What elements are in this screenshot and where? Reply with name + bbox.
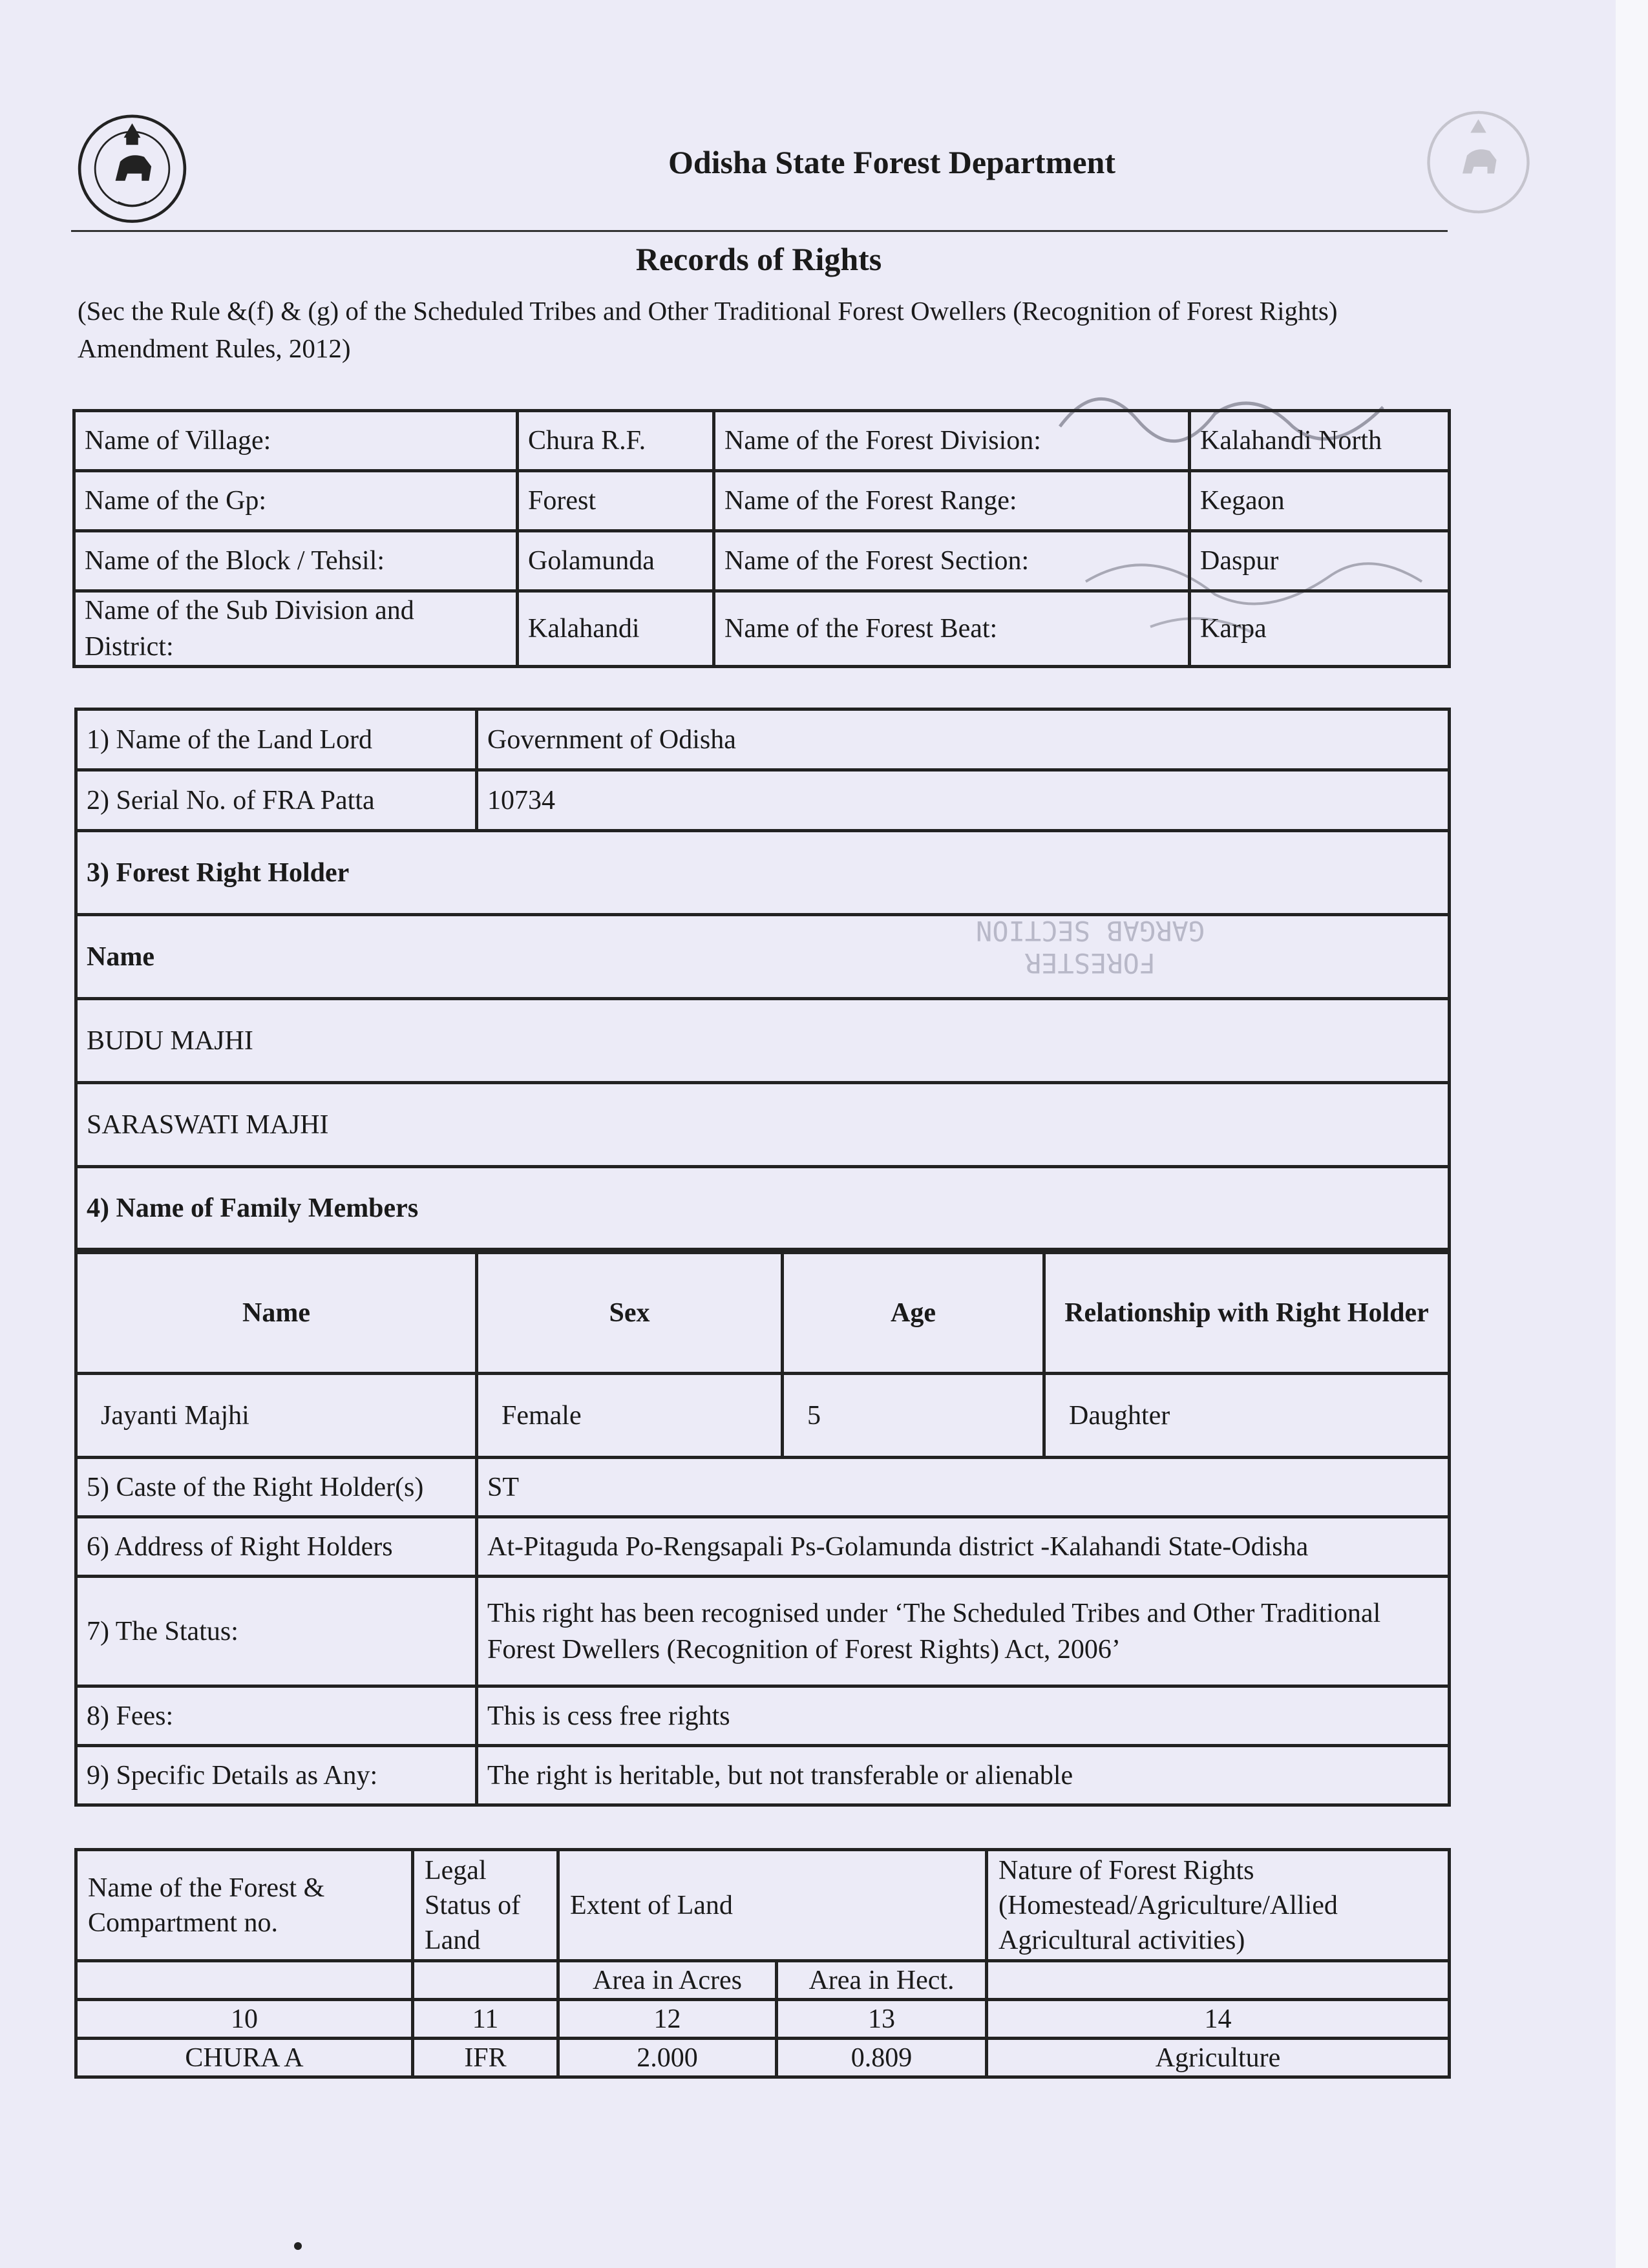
land-num-14: 14	[987, 2000, 1450, 2039]
info-table	[74, 1456, 1451, 1807]
status-value	[477, 1577, 1450, 1686]
scan-edge	[1616, 0, 1648, 2268]
land-legal-value: IFR	[413, 2039, 558, 2077]
division-value: Kalahandi North	[1190, 411, 1450, 471]
family-heading: 4) Name of Family Members	[76, 1167, 1450, 1250]
status-line-1: This right has been recognised under ‘The Scheduled Tribes and Other Traditional	[487, 1598, 1381, 1628]
holder-name-1: BUDU MAJHI	[76, 999, 1450, 1083]
land-sub-empty-2	[413, 1961, 558, 2000]
block-value: Golamunda	[518, 531, 714, 591]
land-num-13: 13	[777, 2000, 987, 2039]
subdivision-value: Kalahandi	[518, 591, 714, 667]
fees-label: 8) Fees:	[76, 1686, 477, 1746]
division-label: Name of the Forest Division:	[714, 411, 1190, 471]
range-label: Name of the Forest Range:	[714, 471, 1190, 531]
beat-value: Karpa	[1190, 591, 1450, 667]
gp-label: Name of the Gp:	[74, 471, 518, 531]
family-header-relation: Relationship with Right Holder	[1044, 1253, 1450, 1374]
land-nature-value: Agriculture	[987, 2039, 1450, 2077]
department-title: Odisha State Forest Department	[668, 144, 1116, 180]
document-title: Records of Rights	[635, 241, 882, 277]
name-heading: Name	[76, 915, 1450, 999]
stamp-line-1: FORESTER	[1024, 947, 1156, 979]
family-member-sex: Female	[477, 1374, 783, 1458]
serial-label: 2) Serial No. of FRA Patta	[76, 770, 477, 831]
family-header-age: Age	[783, 1253, 1044, 1374]
landlord-value: Government of Odisha	[477, 709, 1450, 770]
land-table	[74, 1848, 1451, 2079]
family-header-sex: Sex	[477, 1253, 783, 1374]
land-sub-acres: Area in Acres	[558, 1961, 777, 2000]
block-label: Name of the Block / Tehsil:	[74, 531, 518, 591]
landlord-label: 1) Name of the Land Lord	[76, 709, 477, 770]
location-table	[72, 409, 1451, 668]
caste-value: ST	[477, 1458, 1450, 1517]
caste-label: 5) Caste of the Right Holder(s)	[76, 1458, 477, 1517]
family-header-name: Name	[76, 1253, 477, 1374]
beat-label: Name of the Forest Beat:	[714, 591, 1190, 667]
subdivision-label: Name of the Sub Division and District:	[74, 591, 518, 667]
status-label: 7) The Status:	[76, 1577, 477, 1686]
land-sub-empty-1	[76, 1961, 413, 2000]
land-num-10: 10	[76, 2000, 413, 2039]
address-value: At-Pitaguda Po-Rengsapali Ps-Golamunda district -Kalahandi State-Odisha	[477, 1517, 1450, 1577]
section-label: Name of the Forest Section:	[714, 531, 1190, 591]
rule-reference: (Sec the Rule &(f) & (g) of the Scheduled Tribes and Other Traditional Forest Owellers (Recognition of Forest Rights) Amendment Rules, 2012)	[78, 296, 1338, 363]
holder-heading: 3) Forest Right Holder	[76, 831, 1450, 915]
holder-name-2: SARASWATI MAJHI	[76, 1083, 1450, 1167]
serial-value: 10734	[477, 770, 1450, 831]
specific-value: The right is heritable, but not transferable or alienable	[477, 1746, 1450, 1805]
land-col-nature: Nature of Forest Rights (Homestead/Agriculture/Allied Agricultural activities)	[987, 1850, 1450, 1961]
land-forest-value: CHURA A	[76, 2039, 413, 2077]
header-divider	[71, 230, 1448, 232]
family-table	[74, 1251, 1451, 1459]
land-num-12: 12	[558, 2000, 777, 2039]
land-num-11: 11	[413, 2000, 558, 2039]
section-value: Daspur	[1190, 531, 1450, 591]
land-hect-value: 0.809	[777, 2039, 987, 2077]
holder-table	[74, 708, 1451, 1251]
status-line-2: Forest Dwellers (Recognition of Forest Rights) Act, 2006’	[487, 1634, 1121, 1664]
fees-value: This is cess free rights	[477, 1686, 1450, 1746]
family-member-name: Jayanti Majhi	[76, 1374, 477, 1458]
village-value: Chura R.F.	[518, 411, 714, 471]
land-col-forest: Name of the Forest & Compartment no.	[76, 1850, 413, 1961]
land-acres-value: 2.000	[558, 2039, 777, 2077]
land-col-legal: Legal Status of Land	[413, 1850, 558, 1961]
village-label: Name of Village:	[74, 411, 518, 471]
specific-label: 9) Specific Details as Any:	[76, 1746, 477, 1805]
land-sub-empty-3	[987, 1961, 1450, 2000]
address-label: 6) Address of Right Holders	[76, 1517, 477, 1577]
land-col-extent: Extent of Land	[558, 1850, 987, 1961]
range-value: Kegaon	[1190, 471, 1450, 531]
forester-stamp	[976, 914, 1205, 979]
stamp-line-2: GARGAB SECTION	[976, 915, 1205, 947]
ink-dot	[294, 2242, 302, 2250]
family-member-age: 5	[783, 1374, 1044, 1458]
gp-value: Forest	[518, 471, 714, 531]
land-sub-hect: Area in Hect.	[777, 1961, 987, 2000]
family-member-relation: Daughter	[1044, 1374, 1450, 1458]
